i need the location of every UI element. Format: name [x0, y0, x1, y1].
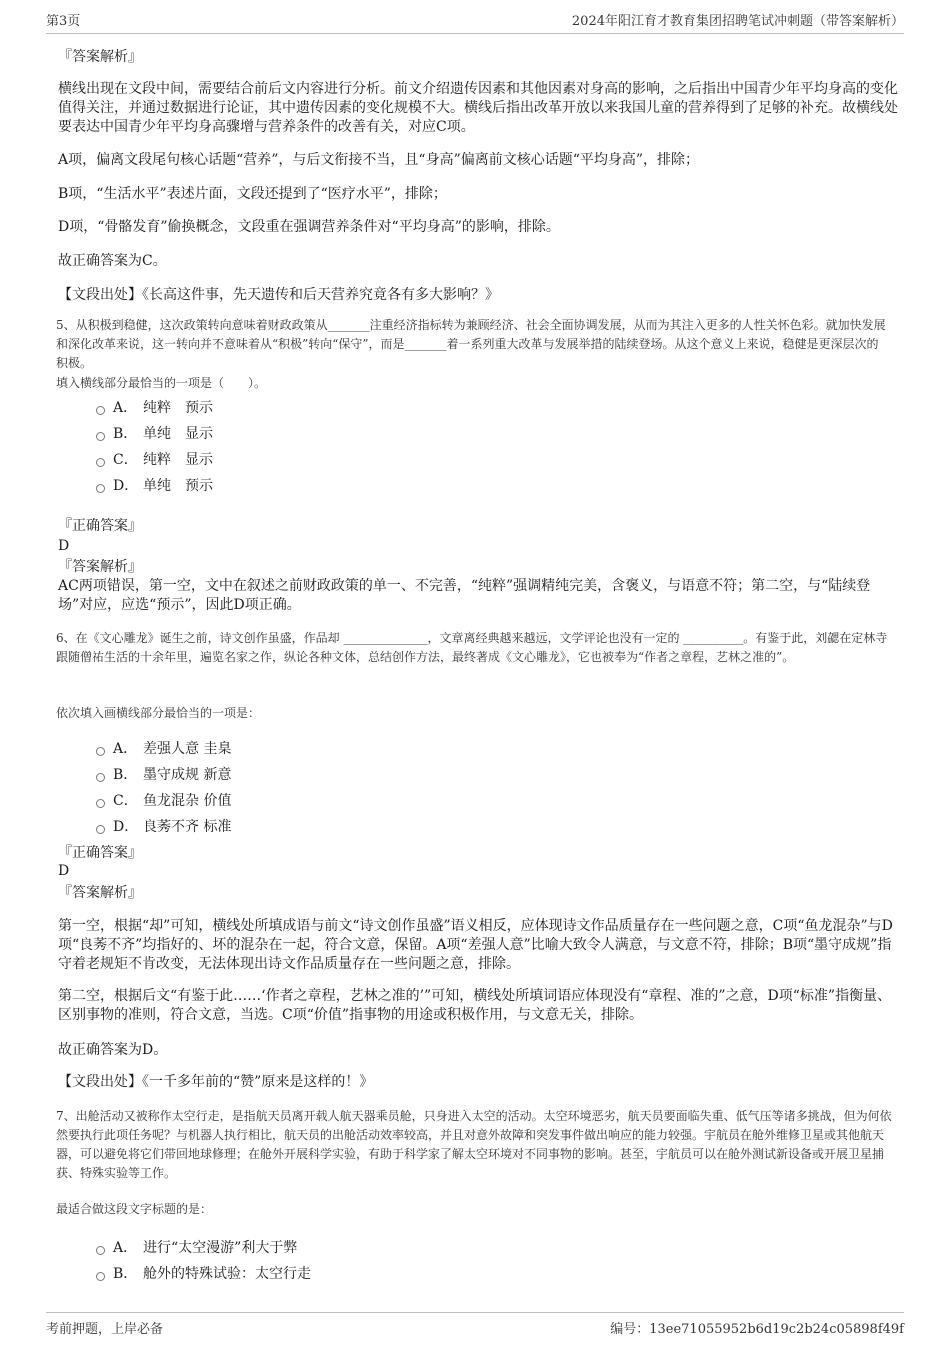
correct-answer: D: [58, 538, 70, 554]
question-5-stem: 5、从积极到稳健，这次政策转向意味着财政政策从_______注重经济指标转为兼顾经济、社会全面协调发展，从而为其注入更多的人性关怀色彩。就加快发展和深化改革来说，这一转向并不意味着从“积极”转向“保守”，而是_______着一系列重大改革与发展举措的陆续登场。从这个意义上来说，稳健是更深层次的积极。: [56, 318, 886, 370]
option-b[interactable]: B． 单纯 显示: [96, 420, 213, 446]
radio-button[interactable]: [96, 432, 105, 441]
analysis-option-d: D项，“骨骼发育”偷换概念，文段重在强调营养条件对“平均身高”的影响，排除。: [58, 219, 560, 235]
radio-button[interactable]: [96, 1246, 105, 1255]
question-5-options: [96, 394, 213, 498]
option-d[interactable]: D． 单纯 预示: [96, 472, 213, 498]
correct-answer-label: 『正确答案』: [58, 518, 142, 534]
question-7-stem: 7、出舱活动又被称作太空行走，是指航天员离开载人航天器乘员舱，只身进入太空的活动。太空环境恶劣，航天员要面临失重、低气压等诸多挑战，但为何依然要执行此项任务呢？与机器人执行相比，航天员的出舱活动效率较高，并且对意外故障和突发事件做出响应的能力较强。宇航员在舱外维修卫星或其他航天器，可以避免将它们带回地球修理；在舱外开展科学实验，有助于科学家了解太空环境对不同事物的影响。甚至，宇航员可以在舱外测试新设备或开展卫星捕获、特殊实验等工作。: [56, 1109, 892, 1180]
option-b[interactable]: B． 舱外的特殊试验：太空行走: [96, 1260, 311, 1286]
option-b[interactable]: B． 墨守成规 新意: [96, 761, 231, 787]
page-number: 第3页: [46, 14, 81, 29]
radio-button[interactable]: [96, 458, 105, 467]
analysis-label: 『答案解析』: [58, 49, 142, 65]
option-d[interactable]: D． 良莠不齐 标准: [96, 813, 231, 839]
option-a[interactable]: A． 纯粹 预示: [96, 394, 213, 420]
document-id: 编号：13ee71055952b6d19c2b24c05898f49f: [610, 1322, 904, 1337]
analysis-paragraph: 横线出现在文段中间，需要结合前后文内容进行分析。前文介绍遗传因素和其他因素对身高的影响，之后指出中国青少年平均身高的变化值得关注，并通过数据进行论证，其中遗传因素的变化规模不大。横线后指出改革开放以来我国儿童的营养得到了足够的补充。故横线处要表达中国青少年平均身高骤增与营养条件的改善有关，对应C项。: [58, 81, 898, 135]
radio-button[interactable]: [96, 773, 105, 782]
option-a[interactable]: A． 进行“太空漫游”利大于弊: [96, 1234, 311, 1260]
correct-answer-label: 『正确答案』: [58, 845, 142, 861]
analysis-option-a: A项，偏离文段尾句核心话题“营养”，与后文衔接不当，且“身高”偏离前文核心话题“平均身高”，排除；: [58, 152, 700, 168]
radio-button[interactable]: [96, 799, 105, 808]
option-c[interactable]: C． 纯粹 显示: [96, 446, 213, 472]
question-6-prompt: 依次填入画横线部分最恰当的一项是：: [56, 706, 261, 720]
radio-button[interactable]: [96, 406, 105, 415]
radio-button[interactable]: [96, 1272, 105, 1281]
document-title: 2024年阳江育才教育集团招聘笔试冲刺题（带答案解析）: [571, 14, 904, 29]
answer-conclusion: 故正确答案为C。: [58, 253, 167, 269]
analysis-paragraph: 第二空，根据后文“有鉴于此……‘作者之章程，艺林之准的’”可知，横线处所填词语应体现没有“章程、准的”之意，D项“标准”指衡量、区别事物的准则，符合文意，当选。C项“价值”指事物的用途或积极作用，与文意无关，排除。: [58, 988, 892, 1023]
analysis-option-b: B项，“生活水平”表述片面，文段还提到了“医疗水平”，排除；: [58, 186, 447, 202]
question-5-prompt: 填入横线部分最恰当的一项是（ ）。: [56, 376, 267, 390]
page-footer: [46, 1312, 904, 1337]
analysis-paragraph: AC两项错误，第一空，文中在叙述之前财政政策的单一、不完善，“纯粹”强调精纯完美，含褒义，与语意不符；第二空，与“陆续登场”对应，应选“预示”，因此D项正确。: [58, 578, 871, 613]
answer-conclusion: 故正确答案为D。: [58, 1042, 168, 1058]
question-7-options: [96, 1234, 311, 1286]
correct-answer: D: [58, 863, 70, 879]
question-7-prompt: 最适合做这段文字标题的是：: [56, 1202, 213, 1216]
analysis-paragraph: 第一空，根据“却”可知，横线处所填成语与前文“诗文创作虽盛”语义相反，应体现诗文作品质量存在一些问题之意，C项“鱼龙混杂”与D项“良莠不齐”均指好的、坏的混杂在一起，符合文意，保留。A项“差强人意”比喻大致令人满意，与文意不符，排除；B项“墨守成规”指守着老规矩不肯改变，无法体现出诗文作品质量存在一些问题之意，排除。: [58, 918, 893, 972]
option-a[interactable]: A． 差强人意 圭臬: [96, 735, 231, 761]
radio-button[interactable]: [96, 825, 105, 834]
question-6-options: [96, 735, 231, 839]
question-6-stem: 6、在《文心雕龙》诞生之前，诗文创作虽盛，作品却 ______________，文章离经典越来越远，文学评论也没有一定的 __________。有鉴于此，刘勰在定林寺跟随僧祐生活的十余年里，遍览名家之作，纵论各种文体，总结创作方法，最终著成《文心雕龙》，它也被奉为“作者之章程，艺林之准的”。: [56, 631, 888, 664]
passage-source: 【文段出处】《长高这件事，先天遗传和后天营养究竟各有多大影响？》: [58, 287, 499, 303]
option-c[interactable]: C． 鱼龙混杂 价值: [96, 787, 231, 813]
radio-button[interactable]: [96, 484, 105, 493]
radio-button[interactable]: [96, 747, 105, 756]
passage-source: 【文段出处】《一千多年前的“赞”原来是这样的！》: [58, 1074, 374, 1090]
analysis-label: 『答案解析』: [58, 885, 142, 901]
analysis-label: 『答案解析』: [58, 559, 142, 575]
footer-slogan: 考前押题，上岸必备: [46, 1322, 164, 1337]
page-header: [46, 10, 904, 34]
